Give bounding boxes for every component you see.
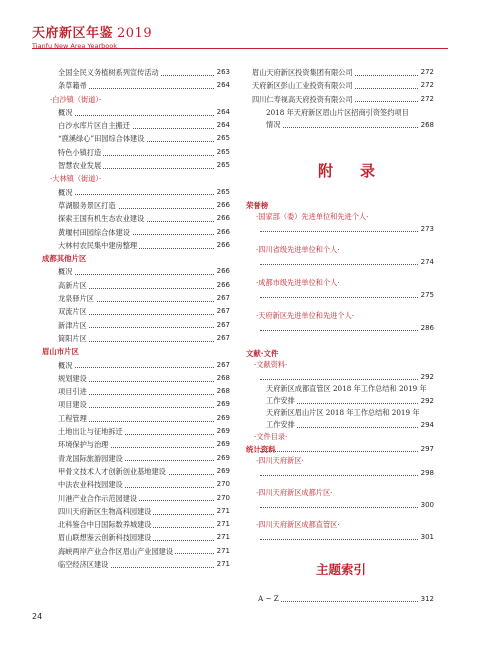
leader-dots <box>260 231 420 232</box>
leader-dots <box>260 264 420 265</box>
toc-right-top <box>252 66 434 106</box>
toc-entry-title: 规划建设 <box>58 372 89 385</box>
page-ref: 272 <box>419 93 434 106</box>
honors-heading: 荣誉榜 <box>246 201 269 210</box>
page-ref: 265 <box>215 186 230 199</box>
toc-entry-title: 概况 <box>58 186 74 199</box>
page-ref: 267 <box>215 359 230 372</box>
doc-title-line2: 工作安排 <box>266 420 295 429</box>
note-line2: 情况 <box>266 120 281 129</box>
leader-dots <box>266 127 420 128</box>
toc-entry[interactable] <box>58 79 230 92</box>
docs-sub1-line[interactable] <box>252 371 434 383</box>
docs-sub1: ·文献资料· <box>254 360 288 369</box>
toc-entry[interactable] <box>58 332 230 345</box>
leader-dots <box>260 451 420 452</box>
honors-item-line[interactable] <box>252 256 434 268</box>
toc-entry[interactable] <box>58 385 230 398</box>
toc-entry[interactable] <box>58 558 230 571</box>
toc-entry-title: 环境保护与治理 <box>58 438 110 451</box>
page-ref: 298 <box>420 469 434 477</box>
toc-entry-title: 四川仁寿视高天府投资有限公司 <box>252 93 355 106</box>
toc-entry-title: 甲骨文技术人才创新创业基地建设 <box>58 465 168 478</box>
doc-entry[interactable] <box>252 395 434 407</box>
leader-dots <box>58 115 230 116</box>
toc-entry[interactable] <box>58 438 230 451</box>
toc-entry-title: 简阳片区 <box>58 332 89 345</box>
honors-item-line[interactable] <box>252 223 434 235</box>
honors-item-line[interactable] <box>252 289 434 301</box>
yearbook-title <box>32 22 152 41</box>
docs-heading: 文献·文件 <box>246 349 279 358</box>
toc-entry[interactable] <box>58 212 230 225</box>
toc-entry-title: 工程管理 <box>58 412 89 425</box>
toc-entry-title: 项目引进 <box>58 385 89 398</box>
page-ref: 267 <box>215 292 230 305</box>
toc-entry[interactable] <box>58 265 230 278</box>
honors-item-line[interactable] <box>252 322 434 334</box>
page-ref: 266 <box>215 226 230 239</box>
honors-list <box>252 211 434 343</box>
page-ref: 268 <box>215 385 230 398</box>
index-title: 主题索引 <box>316 562 367 577</box>
toc-entry-title: 青龙国际旅游园建设 <box>58 452 125 465</box>
page-ref: 272 <box>419 66 434 79</box>
page-ref: 266 <box>215 239 230 252</box>
docs-sub2: ·文件目录· <box>254 432 288 441</box>
toc-subsection: ·白沙镇（街道）· <box>50 94 102 104</box>
toc-entry[interactable] <box>58 518 230 531</box>
toc-entry-title: 北科鉴合中日国际数养城建设 <box>58 518 153 531</box>
toc-entry-title: 海峡两岸产业合作区眉山产业园建设 <box>58 545 175 558</box>
page-ref: 271 <box>215 531 230 544</box>
page-ref: 265 <box>215 146 230 159</box>
toc-entry[interactable] <box>58 372 230 385</box>
toc-entry-title: 大林村农民集中建房整理 <box>58 239 139 252</box>
page-ref: 269 <box>215 412 230 425</box>
page-ref: 264 <box>215 119 230 132</box>
index-row[interactable] <box>252 593 434 605</box>
page-ref: 268 <box>215 372 230 385</box>
page-ref: 297 <box>420 445 434 453</box>
toc-entry-title: 新津片区 <box>58 319 89 332</box>
docs-sub2-line[interactable] <box>252 443 434 455</box>
page-ref: 271 <box>215 518 230 531</box>
stats-item: ·四川天府新区成都片区· <box>256 488 333 497</box>
doc-title-line1: 天府新区眉山片区 2018 年工作总结和 2019 年 <box>266 408 420 417</box>
toc-entry-title: 眉山天府新区投资集团有限公司 <box>252 66 355 79</box>
toc-entry-title: 智慧农业发展 <box>58 159 103 172</box>
header-year: 2019 <box>117 26 153 41</box>
toc-entry[interactable] <box>58 132 230 145</box>
leader-dots <box>260 379 420 380</box>
toc-entry[interactable] <box>58 305 230 318</box>
toc-section-heading: 眉山市片区 <box>42 347 79 357</box>
stats-heading: 统计资料 <box>246 445 276 454</box>
page-ref: 301 <box>420 533 434 541</box>
toc-section-heading: 成都其他片区 <box>42 254 87 264</box>
leader-dots <box>260 475 420 476</box>
stats-item-line[interactable] <box>252 499 434 511</box>
toc-entry-title: 白沙水库片区自主搬迁 <box>58 119 132 132</box>
page-ref: 270 <box>215 478 230 491</box>
page-ref: 269 <box>215 452 230 465</box>
page-ref: 266 <box>215 279 230 292</box>
toc-entry[interactable] <box>58 478 230 491</box>
note-line1: 2018 年天府新区眉山片区招商引资签约项目 <box>266 108 409 117</box>
toc-entry[interactable] <box>58 531 230 544</box>
toc-entry-title: 概况 <box>58 265 74 278</box>
toc-entry[interactable] <box>58 106 230 119</box>
toc-entry[interactable] <box>58 425 230 438</box>
toc-entry[interactable] <box>58 465 230 478</box>
toc-entry[interactable] <box>58 398 230 411</box>
toc-entry-title: 龙泉驿片区 <box>58 292 96 305</box>
toc-entry[interactable] <box>58 492 230 505</box>
page-ref: 286 <box>420 324 434 332</box>
toc-entry[interactable] <box>58 159 230 172</box>
page-ref: 267 <box>215 332 230 345</box>
page-ref: 312 <box>420 595 434 603</box>
toc-entry-title: 川港产业合作示范园建设 <box>58 492 139 505</box>
toc-entry-title: 草湖服务景区打造 <box>58 199 118 212</box>
page-ref: 265 <box>215 159 230 172</box>
toc-entry[interactable] <box>58 186 230 199</box>
toc-entry[interactable] <box>58 119 230 132</box>
page-ref: 266 <box>215 199 230 212</box>
page-ref: 264 <box>215 106 230 119</box>
page-ref: 274 <box>420 258 434 266</box>
leader-dots <box>260 330 420 331</box>
page-ref: 266 <box>215 212 230 225</box>
toc-entry-title: 中法农业科技园建设 <box>58 478 125 491</box>
page-ref: 269 <box>215 398 230 411</box>
toc-entry[interactable] <box>58 226 230 239</box>
header-subtitle: Tianfu New Area Yearbook <box>32 42 118 50</box>
note-row[interactable] <box>252 119 434 131</box>
toc-entry[interactable] <box>58 319 230 332</box>
stats-item: ·四川天府新区· <box>256 456 304 465</box>
toc-entry[interactable] <box>58 199 230 212</box>
toc-entry-title: 土地出让与征地拆迁 <box>58 425 125 438</box>
page-ref: 265 <box>215 132 230 145</box>
page-ref: 292 <box>420 373 434 381</box>
page-ref: 270 <box>215 492 230 505</box>
doc-title-line1: 天府新区成都直管区 2018 年工作总结和 2019 年 <box>266 384 427 393</box>
toc-entry[interactable] <box>58 359 230 372</box>
leader-dots <box>260 507 420 508</box>
index-entry: A ~ Z <box>258 594 279 603</box>
docs-list <box>252 359 434 455</box>
page-ref: 269 <box>215 465 230 478</box>
page-ref: 267 <box>215 319 230 332</box>
toc-entry[interactable] <box>252 79 434 92</box>
toc-entry[interactable] <box>58 66 230 79</box>
toc-entry[interactable] <box>58 545 230 558</box>
toc-entry-title: 探索王国有机生态农业建设 <box>58 212 146 225</box>
leader-dots <box>58 274 230 275</box>
toc-entry[interactable] <box>58 412 230 425</box>
toc-entry[interactable] <box>252 66 434 79</box>
page-ref: 300 <box>420 501 434 509</box>
page-ref: 294 <box>420 421 434 429</box>
toc-entry-title: 特色小镇打造 <box>58 146 103 159</box>
running-header <box>32 22 152 50</box>
toc-entry[interactable] <box>58 279 230 292</box>
toc-subsection: ·大林镇（街道）· <box>50 174 102 184</box>
toc-entry-title: 项目建设 <box>58 398 89 411</box>
doc-title-line2: 工作安排 <box>266 396 295 405</box>
toc-entry[interactable] <box>58 239 230 252</box>
page-ref: 271 <box>215 505 230 518</box>
toc-entry[interactable] <box>58 505 230 518</box>
page-ref: 269 <box>215 425 230 438</box>
leader-dots <box>260 297 420 298</box>
toc-entry-title: 概况 <box>58 359 74 372</box>
toc-entry-title: 双流片区 <box>58 305 89 318</box>
page-ref: 273 <box>420 225 434 233</box>
toc-entry-title: 黄堰村田园综合体建设 <box>58 226 132 239</box>
page-ref: 272 <box>419 79 434 92</box>
toc-entry-title: “鹿溪绿心”田园综合体建设 <box>58 132 146 145</box>
honors-item: ·成都市级先进单位和个人· <box>256 278 340 287</box>
page-ref: 275 <box>420 291 434 299</box>
leader-dots <box>58 367 230 368</box>
toc-entry-title: 临空经济区建设 <box>58 558 110 571</box>
toc-entry-title: 高新片区 <box>58 279 89 292</box>
toc-entry[interactable] <box>58 452 230 465</box>
page-ref: 271 <box>215 545 230 558</box>
honors-item: ·天府新区先进单位和先进个人· <box>256 311 355 320</box>
header-title: 天府新区年鉴 <box>32 26 114 41</box>
toc-entry-title: 眉山联想鉴云创新科技园建设 <box>58 531 153 544</box>
stats-item: ·四川天府新区成都直管区· <box>256 520 340 529</box>
page-ref: 268 <box>420 121 434 129</box>
page-number: 24 <box>32 612 43 621</box>
doc-entry[interactable] <box>252 419 434 431</box>
appendix-title: 附 录 <box>318 162 382 180</box>
toc-entry-title: 四川天府新区生物高科园建设 <box>58 505 153 518</box>
docs-rows <box>252 383 434 431</box>
page-ref: 266 <box>215 265 230 278</box>
leader-dots <box>258 601 420 602</box>
page-ref: 267 <box>215 305 230 318</box>
page-ref: 292 <box>420 397 434 405</box>
toc-entry-title: 天府新区彭山工业投资有限公司 <box>252 79 355 92</box>
header-rule <box>32 48 448 49</box>
stats-item-line[interactable] <box>252 531 434 543</box>
index-row-wrap <box>252 593 434 605</box>
toc-right-note <box>252 107 434 131</box>
page-ref: 263 <box>215 66 230 79</box>
page-ref: 264 <box>215 79 230 92</box>
honors-item: ·四川省级先进单位和个人· <box>256 245 340 254</box>
toc-left-column <box>42 66 230 571</box>
leader-dots <box>260 539 420 540</box>
toc-entry-title: 全国全民义务植树系列宣传活动 <box>58 66 161 79</box>
stats-list <box>252 455 434 551</box>
honors-item: ·国家部（委）先进单位和先进个人· <box>256 212 369 221</box>
toc-entry-title: 概况 <box>58 106 74 119</box>
page-ref: 269 <box>215 438 230 451</box>
toc-entry-title: 条草籍帚 <box>58 79 89 92</box>
leader-dots <box>58 194 230 195</box>
toc-entry[interactable] <box>58 146 230 159</box>
page-ref: 271 <box>215 558 230 571</box>
toc-entry[interactable] <box>252 93 434 106</box>
stats-item-line[interactable] <box>252 467 434 479</box>
toc-entry[interactable] <box>58 292 230 305</box>
